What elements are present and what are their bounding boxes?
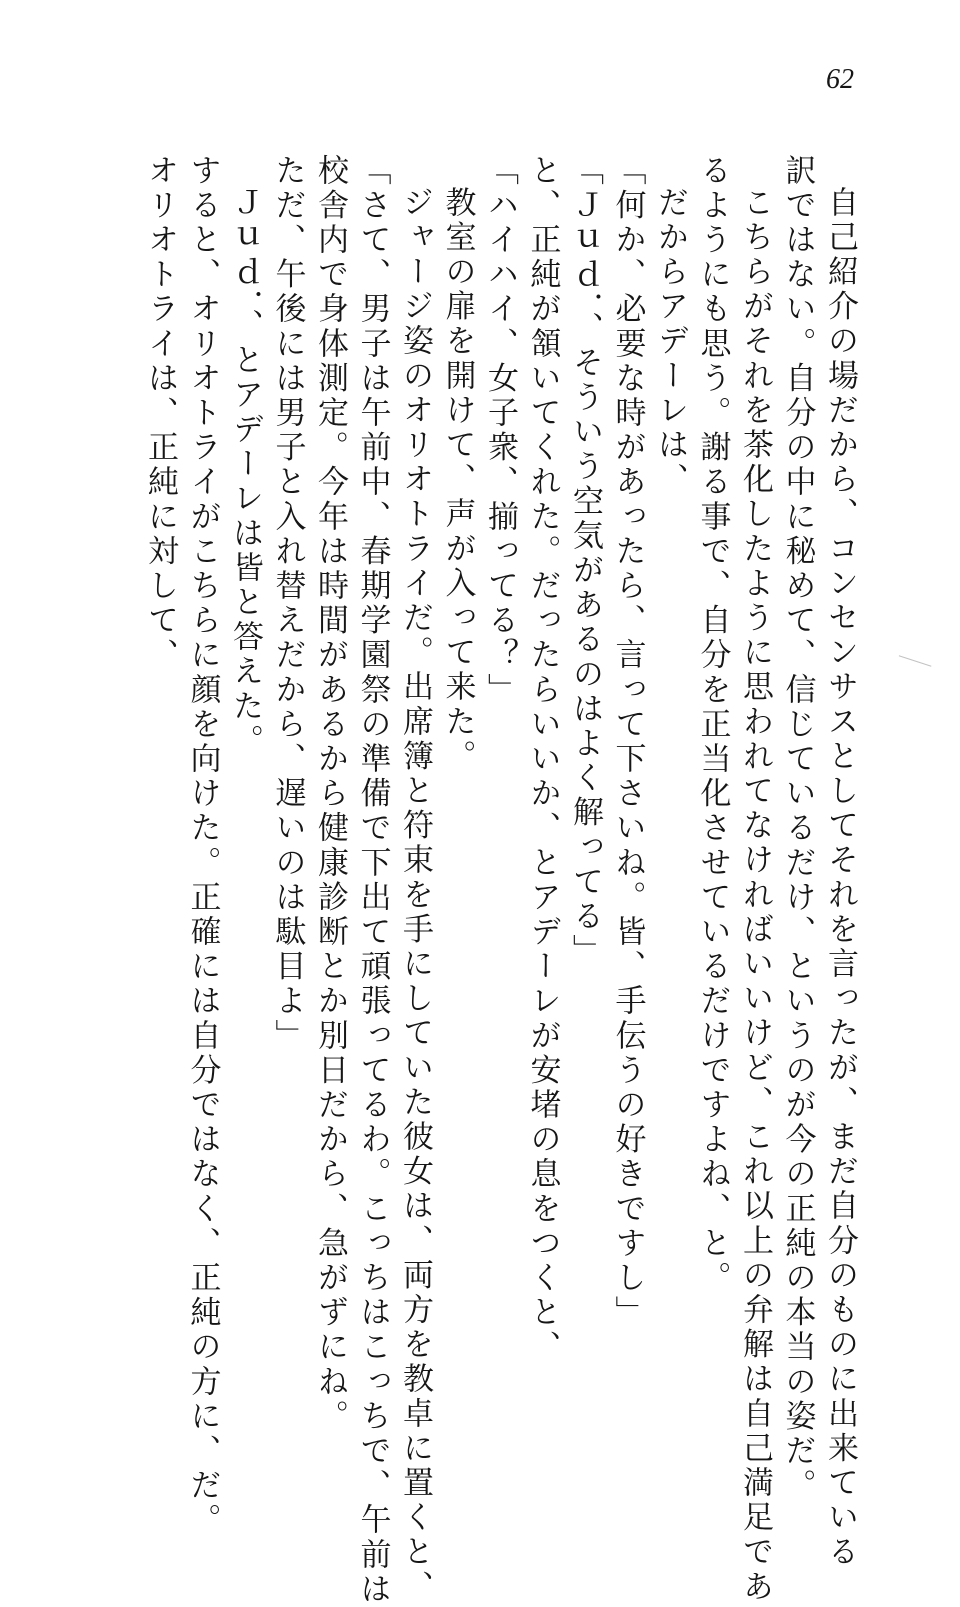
text-column: ジャージ姿のオリオトライだ。出席簿と符束を手にしていた彼女は、両方を教卓に置くと、 (397, 186, 433, 1605)
text-column: 訳ではない。自分の中に秘めて、信じているだけ、というのが今の正純の本当の姿だ。 (779, 154, 816, 1504)
text-column: ただ、午後には男子と入れ替えだから、遅いのは駄目よ」 (269, 154, 306, 1054)
text-column: 「Ｊｕｄ．、そういう空気があるのはよく解ってる」 (567, 154, 603, 969)
text-column: と、正純が頷いてくれた。だったらいいか、とアデーレが安堵の息をつくと、 (524, 154, 561, 1365)
text-column: るようにも思う。謝る事で、自分を正当化させているだけですよね、と。 (694, 154, 731, 1296)
text-column: こちらがそれを茶化したように思われてなければいいけど、これ以上の弁解は自己満足であ (737, 186, 773, 1605)
text-column: すると、オリオトライがこちらに顔を向けた。正確には自分ではなく、正純の方に、だ。 (184, 154, 221, 1538)
text-column: 自己紹介の場だから、コンセンサスとしてそれを言ったが、まだ自分のものに出来ている (822, 186, 858, 1570)
scan-mark (893, 655, 932, 685)
page-number: 62 (826, 64, 854, 95)
text-column: 教室の扉を開けて、声が入って来た。 (439, 186, 476, 775)
text-column: 「ハイハイ、女子衆、揃ってる？」 (482, 154, 518, 708)
text-column: 「何か、必要な時があったら、言って下さいね。皆、手伝うの好きですし」 (609, 154, 646, 1331)
text-column: Ｊｕｄ．、とアデーレは皆と答えた。 (227, 186, 263, 759)
text-column: 校舎内で身体測定。今年は時間があるから健康診断とか別日だから、急がずにね。 (312, 154, 348, 1435)
text-column: オリオトライは、正純に対して、 (142, 154, 178, 673)
text-column: 「さて、男子は午前中、春期学園祭の準備で下出て頑張ってるわ。こっちはこっちで、午前は (354, 154, 391, 1607)
text-column: だからアデーレは、 (652, 186, 688, 498)
